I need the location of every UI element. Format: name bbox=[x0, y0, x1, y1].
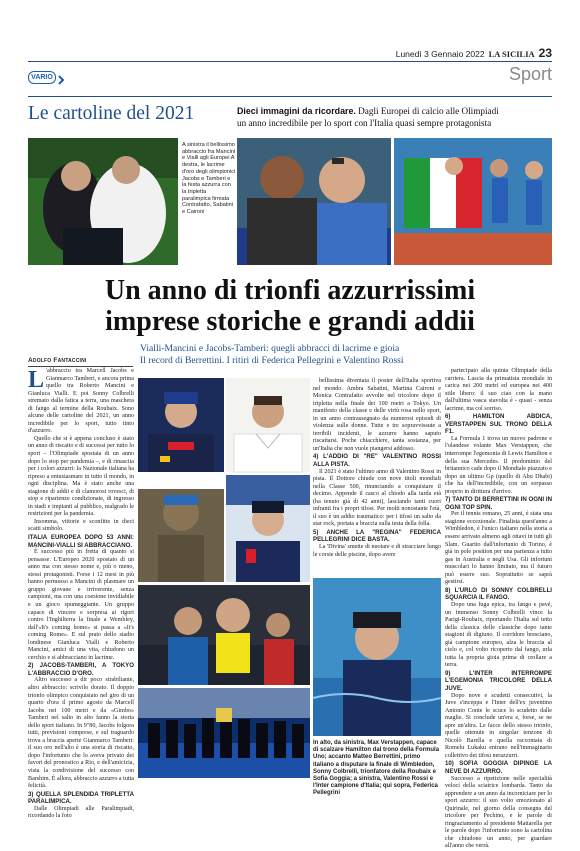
feature-title: Le cartoline del 2021 bbox=[28, 103, 195, 124]
article-paragraph: Dopo nove e scudetti consecutivi, la Juve s'inceppa e l'Inter dell'ex juventino Antonio Conte le scuce lo scudetto dalle maglie. Si conclude un'era e, forse, se ne apre un'altra. Le facce dello stesso trionfo, quelle ottenute in singolar tenzone di Nicolò Barella e quella raccontata di Romelu Lukaku entrano nell'immaginario collettivo dei tifosi nerazzurri. bbox=[445, 692, 552, 759]
article-paragraph: La 'Divina' smette di nuotare e di stracciare lungo le corsie delle piscine, dopo avere bbox=[313, 544, 441, 558]
masthead bbox=[396, 46, 552, 60]
photo-jacobs-tamberi bbox=[237, 138, 391, 265]
article-subheading: 7) TANTO DI BERRETTINI IN OGNI IN OGNI TOP SPIN. bbox=[445, 496, 552, 511]
feature-rule bbox=[28, 96, 552, 97]
issue-date: Lunedì 3 Gennaio 2022 bbox=[395, 49, 485, 59]
article-paragraph: partecipato alla quinta Olimpiade della carriera. Lascia da primatista mondiale in carica nei 200 metri ed europea nei 400 stile libero: il suo ciao con la mano dall'ultima vasca stavolta è - quasi - senza lacrime, ma col sorriso. bbox=[445, 368, 552, 412]
article-subheading: ITALIA EUROPEA DOPO 53 ANNI: MANCINI-VIALLI SI ABBRACCIANO. bbox=[28, 534, 134, 549]
article-column-2 bbox=[313, 378, 441, 576]
drop-cap: L bbox=[28, 367, 45, 393]
kicker-line2: un anno incredibile per lo sport con l'Italia quasi sempre protagonista bbox=[237, 117, 492, 128]
article-subheading: 2) JACOBS-TAMBERI, A TOKYO L'ABBRACCIO D'ORO. bbox=[28, 662, 134, 677]
article-subheading: 5) ANCHE LA "REGINA" FEDERICA PELLEGRINI DICE BASTA. bbox=[313, 528, 441, 544]
article-paragraph: Dopo una fuga epica, tra fango e pavé, un immenso Sonny Colbrelli vince la Parigi-Roubaix, riportando l'Italia sul tetto della classica delle classiche dopo tante stagioni di digiuno. Il corridore bresciano, già campione europeo, alza le braccia al cielo e, col volto ricoperto dal fango, urla tutta la propria gioia prima di crollare a terra. bbox=[445, 601, 552, 669]
article-column-1 bbox=[28, 367, 134, 820]
article-subheading: 10) SOFIA GOGGIA DIPINGE LA NEVE DI AZZURRO. bbox=[445, 760, 552, 775]
feature-kicker bbox=[237, 106, 557, 129]
kicker-line1: Dagli Europei di calcio alle Olimpiadi bbox=[358, 106, 499, 116]
article-paragraph: Dalle Olimpiadi alle Paralimpiadi, ricordando la foto bbox=[28, 805, 134, 820]
photo-verstappen bbox=[138, 378, 224, 472]
side-caption: A sinistra il bellissimo abbraccio fra Mancini e Vialli agli Europei A destra, le lacrime d'oro degli olimpionici Jacobs e Tamberi e la festa azzurra con la tripletta paralimpica firmata Contrafatto, Sabatini e Caironi bbox=[182, 142, 236, 216]
chevron-icon bbox=[56, 72, 66, 82]
photo-caption: In alto, da sinistra, Max Verstappen, capace di scalzare Hamilton dal trono della Formula Uno; accanto Matteo Berrettini, primo italiano a disputare la finale di Wimbledon, Sonny Colbrelli, trionfatore della Roubaix e Sofia Goggia; a sinistra, Valentino Rossi e l'Inter campione d'Italia; qui sopra, Federica Pellegrini bbox=[313, 740, 440, 797]
article-paragraph: È successo più in fretta di quanto si pensasse. L'Europeo 2020 spostato di un anno ma con stesso nome e, più o meno, stessi protagonisti. Forse i 12 mesi in più hanno permesso a Mancini di plasmare un gruppo giovane e irriverente, senza campioni, ma con una coesione invidiabile e un gioco spumeggiante. Un gruppo capace di vincere e sorpresa ai rigori contro l'Inghilterra la finale a Wembley, dall'«It's coming home» si passa a «It's coming Rome». E sul prato dello stadio londinese Gianluca Vialli e Roberto Mancini, amici di una vita, chiudono un cerchio e si abbracciano in lacrime. bbox=[28, 549, 134, 661]
article-paragraph: La Formula 1 trova un nuovo padrone e l'olandese volante Max Verstappen, che interrompe l'egemonia di Lewis Hamilton e della sua Mercedes. Il predominio del britannico cade dopo il Mondiale piazzato e dopo un ultimo Gp (quello di Abu Dhabi) che ha dell'incredibile, con un sorpasso proprio in dirittura d'arrivo. bbox=[445, 435, 552, 495]
article-subheading: 6) HAMILTON ABDICA, VERSTAPPEN SUL TRONO DELLA F1. bbox=[445, 413, 552, 436]
article-paragraph: Quello che si è appena concluso è stato un anno di riscatto e di successi per tutto lo sport – l'Olimpiade spostata di un anno dopo lo stop per pandemia –, e di rinascita per i colori azzurri: la Nazionale italiana ha ripreso a entusiasmare in tutto il mondo, in ogni disciplina. Ma è stato anche una stagione di addii e di clamorosi rovesci, di stop e ripartenze condizionate, di ingresso in stadi e impianti al pubblico, malgrado le restrizioni per la pandemia. bbox=[28, 435, 134, 518]
article-subheading: 3) QUELLA SPLENDIDA TRIPLETTA PARALIMPICA. bbox=[28, 790, 134, 806]
article-subheading: 8) L'URLO DI SONNY COLBRELLI SQUARCIA IL FANGO. bbox=[445, 586, 552, 602]
header-rule bbox=[28, 61, 552, 62]
article-paragraph: Il 2021 è stato l'ultimo anno di Valentino Rossi in pista. Il Dottore chiude con nove titoli mondiali nella Classe 500, rinunciando a conquistare il decimo. Appende il casco al chiodo alla tarda età (ha tenuto già di 42 anni), lasciando tanti cuori infranti fra i propri tifosi. Per molti nonostante l'età, il suo è un addio traumatico: per i tifosi un salto da star rock, portata a braccia sulla testa della folla. bbox=[313, 468, 441, 528]
photo-goggia bbox=[226, 475, 310, 582]
article-paragraph: Per il tennis romano, 25 anni, è stata una stagione eccezionale. Finalista quest'anno a Wimbledon, è l'unico italiano nella storia a essere arrivato almeno agli ottavi in tutti gli Slam. Guarito dall'infortunio di Torino, è già in pole position per una partenza a tutto gas in Australia e negli Usa. Gli infortuni muscolari lo hanno limitato, ma il futuro può essere suo. Soprattutto se saprà gestirsi. bbox=[445, 511, 552, 586]
headline-line-2: imprese storiche e grandi addii bbox=[105, 306, 475, 337]
photo-colbrelli bbox=[138, 475, 224, 582]
byline: Adolfo Fantaccini bbox=[28, 357, 87, 364]
photo-rossi bbox=[138, 585, 310, 685]
article-subheading: 9) L'INTER INTERROMPE L'EGEMONIA TRICOLORE DELLA JUVE. bbox=[445, 669, 552, 692]
article-paragraph: Successo a ripetizione nelle specialità veloci della sciatrice lombarda. Tanto da apprendere a un anno da incorniciare per lo sport azzurro: il suo volto emozionato al Quirinale, nel giorno della consegna del tricolore per Pechino, e le parole di ringraziamento al presidente Mattarella per le parole dopo l'infortunio sono la cartolina che chiudono un anno, per guardare all'anno che verrà. bbox=[445, 775, 552, 850]
subhead-line-1: Vialli-Mancini e Jacobs-Tamberi: quegli abbracci di lacrime e gioia bbox=[140, 343, 400, 354]
photo-paralimpici bbox=[394, 138, 552, 265]
section-title: Sport bbox=[508, 64, 552, 84]
headline-line-1: Un anno di trionfi azzurrissimi bbox=[104, 275, 476, 306]
subhead-line-2: Il record di Berrettini. I ritiri di Federica Pellegrini e Valentino Rossi bbox=[140, 354, 404, 366]
section-tag bbox=[28, 71, 56, 84]
article-paragraph: Altro successo a dir poco strabiliante, altro abbraccio: scrivilo dorato. Il doppio trionfo olimpico conquistato nel giro di un quarto d'ora il primo agosto da Marcell Jacobs nei 100 metri e da «Gimbo» Tamberi nel salto in alto fanno la storia dello sport italiano. In 9"80, Jacobs folgora tutti, previsioni comprese, e sul traguardo trova a braccia aperte Gianmarco Tamberi: il suo oro nell'alto è una storia di riscatto, dopo l'infortunio che lo aveva privato dei favori del pronostico a Rio, e dell'amicizia, vista la condivisione del successo con Barshim. È allora, abbraccio azzurro a tutta felicità. bbox=[28, 677, 134, 790]
article-column-3 bbox=[445, 368, 552, 850]
article-paragraph: 'abbraccio tra Marcell Jacobs e Gianmarco Tamberi, e ancora prima quello tra Roberto Mancini e Gianluca Vialli. E poi Sonny Colbrelli stremato dalla fatica a terra, una maschera di fango al termine della Roubaix. Sono alcune delle cartoline del 2021, un anno incredibile per lo sport, tutto tinto d'azzurro. bbox=[28, 368, 134, 435]
article-subheading: 4) L'ADDIO DI "RE" VALENTINO ROSSI ALLA PISTA. bbox=[313, 453, 441, 469]
photo-mancini-vialli bbox=[28, 138, 178, 265]
article-paragraph: bellissima diventata il poster dell'Italia sportiva nel mondo. Ambra Sabatini, Martina Caironi e Monica Contrafatto avvolte nel tricolore dopo il tripletta nella finale dei 100 metri a Tokyo. Un manifesto della classe e delle virtù rosa nello sport, in un anno contrassegnato da numerosi episodi di violenza sulle donne. Tutte e tre sopravvissute a terribili incidenti, le azzurre hanno saputo riscattarsi. Poche chiacchiere, tanta sostanza, per un'Italia che non vuole piangersi addosso. bbox=[313, 378, 441, 452]
section-tag-label: VARIO bbox=[31, 74, 53, 81]
photo-inter bbox=[138, 688, 310, 778]
photo-berrettini bbox=[226, 378, 310, 472]
kicker-bold: Dieci immagini da ricordare. bbox=[237, 106, 356, 116]
page-number: 23 bbox=[538, 46, 552, 60]
article-paragraph: Insomma, vittorie e sconfitte in dieci scatti simbolo. bbox=[28, 518, 134, 533]
subhead bbox=[140, 343, 555, 366]
photo-pellegrini bbox=[313, 578, 441, 736]
paper-name: LA SICILIA bbox=[488, 49, 535, 59]
